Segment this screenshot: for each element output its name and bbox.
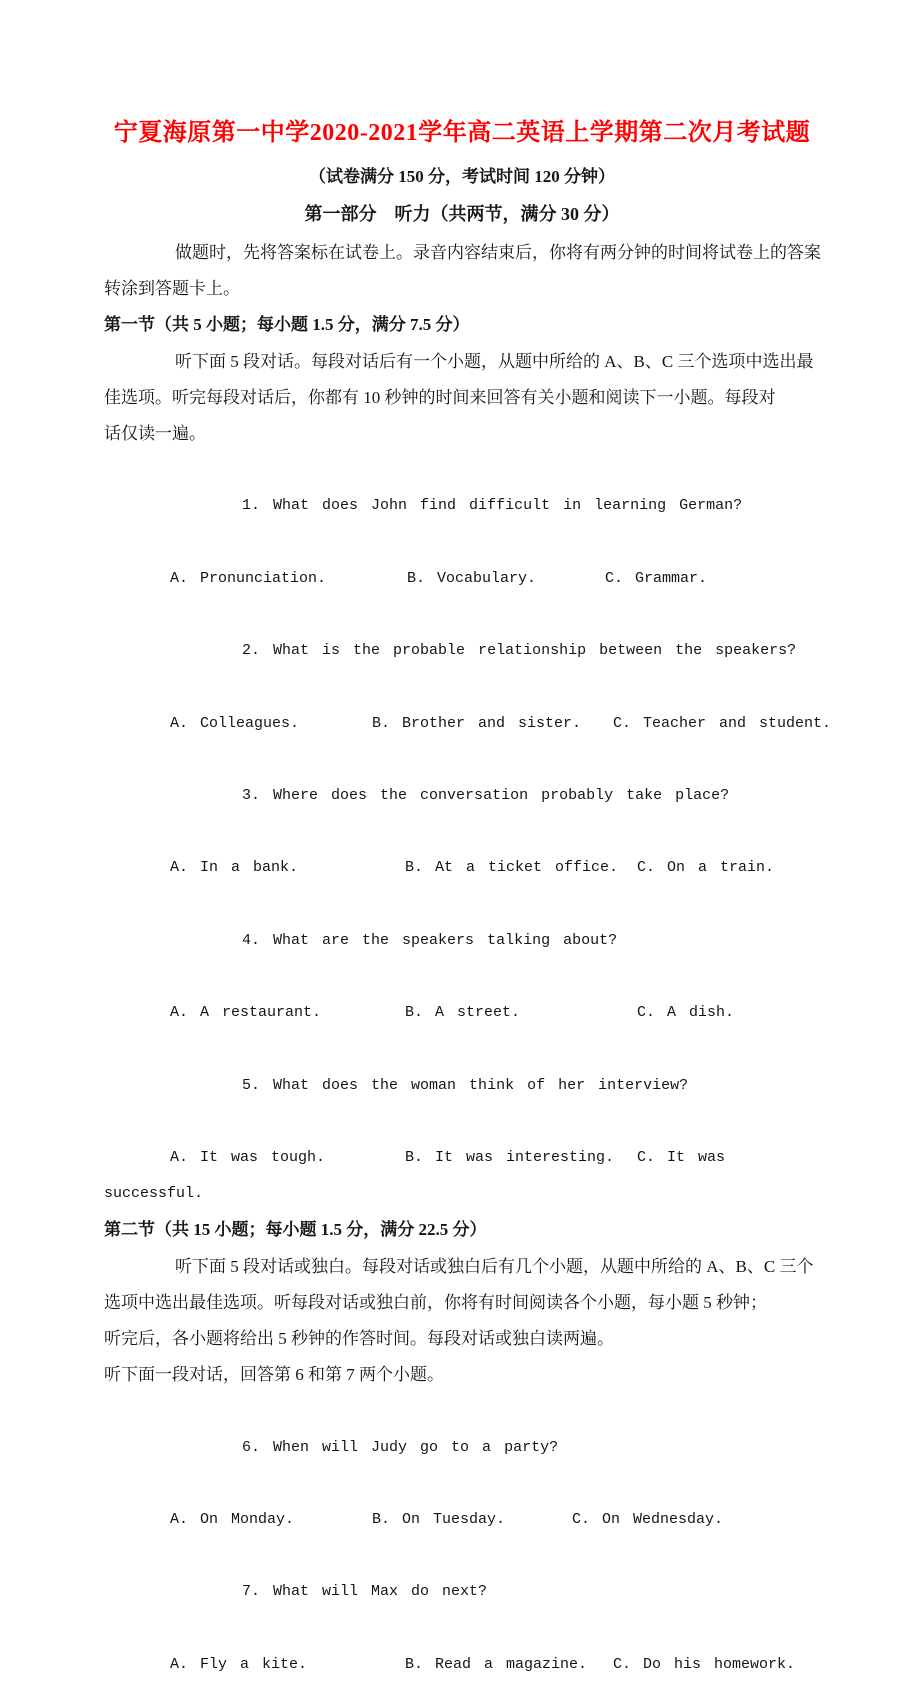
- option-a-text: Pronunciation.: [200, 569, 327, 587]
- option-a-text: Colleagues.: [200, 714, 300, 732]
- question-1-options: [104, 561, 820, 597]
- option-a-text: In a bank.: [200, 859, 299, 877]
- question-5-options: [104, 1140, 820, 1176]
- question-6-text: When will Judy go to a party?: [273, 1438, 559, 1456]
- option-c-text: Teacher and student.: [643, 714, 832, 732]
- option-b-text: Read a magazine.: [435, 1655, 588, 1673]
- question-2-number: 2.: [242, 642, 261, 660]
- question-5-option-c-continuation: successful.: [104, 1185, 204, 1203]
- exam-title: 宁夏海原第一中学2020-2021学年高二英语上学期第二次月考试题: [113, 120, 811, 146]
- question-4-option-c: [637, 995, 734, 1031]
- option-a-text: On Monday.: [200, 1511, 295, 1529]
- question-7-text: What will Max do next?: [273, 1583, 488, 1601]
- dialog-note: 听下面一段对话，回答第 6 和第 7 两个小题。: [104, 1365, 444, 1385]
- question-7-option-b: [405, 1647, 587, 1683]
- question-6-option-a: [170, 1502, 294, 1538]
- question-3-option-a: [170, 850, 298, 886]
- option-a-label: A.: [170, 1511, 189, 1529]
- question-5-option-c: [637, 1140, 725, 1176]
- question-5: [104, 1031, 820, 1140]
- question-2-option-c: [613, 706, 831, 742]
- question-5-option-b: [405, 1140, 614, 1176]
- question-6-option-c: [572, 1502, 723, 1538]
- question-5-option-a: [170, 1140, 325, 1176]
- question-2: [104, 597, 820, 706]
- question-7-option-a: [170, 1647, 307, 1683]
- question-5-text: What does the woman think of her interview?: [273, 1076, 689, 1094]
- option-b-label: B.: [405, 1149, 424, 1167]
- option-a-label: A.: [170, 569, 189, 587]
- option-c-text: A dish.: [667, 1004, 735, 1022]
- question-7-options: [104, 1647, 820, 1683]
- question-1-option-c: [605, 561, 707, 597]
- option-b-label: B.: [405, 1004, 424, 1022]
- section2-instruction-line-3: 听完后，各小题将给出 5 秒钟的作答时间。每段对话或独白读两遍。: [104, 1329, 614, 1349]
- question-2-option-a: [170, 706, 299, 742]
- option-b-label: B.: [372, 1511, 391, 1529]
- option-c-label: C.: [637, 1004, 656, 1022]
- question-6: [104, 1393, 820, 1502]
- option-c-label: C.: [572, 1511, 591, 1529]
- question-1-option-b: [407, 561, 536, 597]
- option-a-label: A.: [170, 1149, 189, 1167]
- question-6-number: 6.: [242, 1438, 261, 1456]
- question-5-number: 5.: [242, 1076, 261, 1094]
- question-2-text: What is the probable relationship between the speakers?: [273, 642, 797, 660]
- question-3-option-c: [637, 850, 774, 886]
- option-c-text: It was: [667, 1149, 726, 1167]
- exam-score-duration: （试卷满分 150 分，考试时间 120 分钟）: [309, 167, 615, 186]
- question-4-text: What are the speakers talking about?: [273, 931, 618, 949]
- question-7-number: 7.: [242, 1583, 261, 1601]
- question-6-options: [104, 1502, 820, 1538]
- option-a-label: A.: [170, 1004, 189, 1022]
- option-b-label: B.: [407, 569, 426, 587]
- part1-header: 第一部分 听力（共两节，满分 30 分）: [304, 204, 620, 224]
- question-4-option-a: [170, 995, 321, 1031]
- section2-instruction-line-2: 选项中选出最佳选项。听每段对话或独白前，你将有时间阅读各个小题，每小题 5 秒钟；: [104, 1292, 767, 1312]
- option-b-text: It was interesting.: [435, 1149, 615, 1167]
- question-1-text: What does John find difficult in learning German?: [273, 497, 743, 515]
- option-b-label: B.: [372, 714, 391, 732]
- option-c-text: Do his homework.: [643, 1655, 796, 1673]
- option-c-text: On Wednesday.: [602, 1511, 724, 1529]
- exam-body: [104, 235, 832, 1683]
- intro-line-2: 转涂到答题卡上。: [104, 279, 240, 299]
- question-3: [104, 742, 820, 851]
- question-3-text: Where does the conversation probably take place?: [273, 787, 730, 805]
- section2-instruction-line-1: 听下面 5 段对话或独白。每段对话或独白后有几个小题，从题中所给的 A、B、C 三个: [175, 1256, 814, 1276]
- option-c-text: On a train.: [667, 859, 775, 877]
- option-a-label: A.: [170, 1655, 189, 1673]
- section1-instruction-line-1: 听下面 5 段对话。每段对话后有一个小题，从题中所给的 A、B、C 三个选项中选出最: [175, 351, 814, 371]
- option-c-text: Grammar.: [635, 569, 708, 587]
- question-4-option-b: [405, 995, 520, 1031]
- section1-instruction-line-3: 话仅读一遍。: [104, 424, 206, 444]
- option-a-text: A restaurant.: [200, 1004, 322, 1022]
- option-b-label: B.: [405, 1655, 424, 1673]
- option-b-label: B.: [405, 859, 424, 877]
- option-b-text: Vocabulary.: [437, 569, 537, 587]
- question-4-number: 4.: [242, 931, 261, 949]
- option-a-text: It was tough.: [200, 1149, 326, 1167]
- question-3-option-b: [405, 850, 618, 886]
- option-c-label: C.: [613, 714, 632, 732]
- question-1-number: 1.: [242, 497, 261, 515]
- question-3-options: [104, 850, 820, 886]
- option-b-text: On Tuesday.: [402, 1511, 506, 1529]
- option-b-text: A street.: [435, 1004, 521, 1022]
- question-6-option-b: [372, 1502, 505, 1538]
- option-c-label: C.: [613, 1655, 632, 1673]
- question-4-options: [104, 995, 820, 1031]
- option-b-text: At a ticket office.: [435, 859, 619, 877]
- option-a-label: A.: [170, 714, 189, 732]
- option-c-label: C.: [605, 569, 624, 587]
- section2-header: 第二节（共 15 小题；每小题 1.5 分，满分 22.5 分）: [104, 1220, 487, 1240]
- section1-header: 第一节（共 5 小题；每小题 1.5 分，满分 7.5 分）: [104, 315, 470, 335]
- question-2-option-b: [372, 706, 581, 742]
- question-7: [104, 1538, 820, 1647]
- option-a-text: Fly a kite.: [200, 1655, 308, 1673]
- question-2-options: [104, 706, 832, 742]
- question-7-option-c: [613, 1647, 795, 1683]
- question-3-number: 3.: [242, 787, 261, 805]
- question-1: [104, 452, 820, 561]
- option-a-label: A.: [170, 859, 189, 877]
- option-c-label: C.: [637, 1149, 656, 1167]
- section1-instruction-line-2: 佳选项。听完每段对话后，你都有 10 秒钟的时间来回答有关小题和阅读下一小题。每段对: [104, 387, 776, 407]
- question-4: [104, 887, 820, 996]
- intro-line-1: 做题时，先将答案标在试卷上。录音内容结束后，你将有两分钟的时间将试卷上的答案: [175, 243, 821, 262]
- option-c-label: C.: [637, 859, 656, 877]
- question-1-option-a: [170, 561, 326, 597]
- option-b-text: Brother and sister.: [402, 714, 582, 732]
